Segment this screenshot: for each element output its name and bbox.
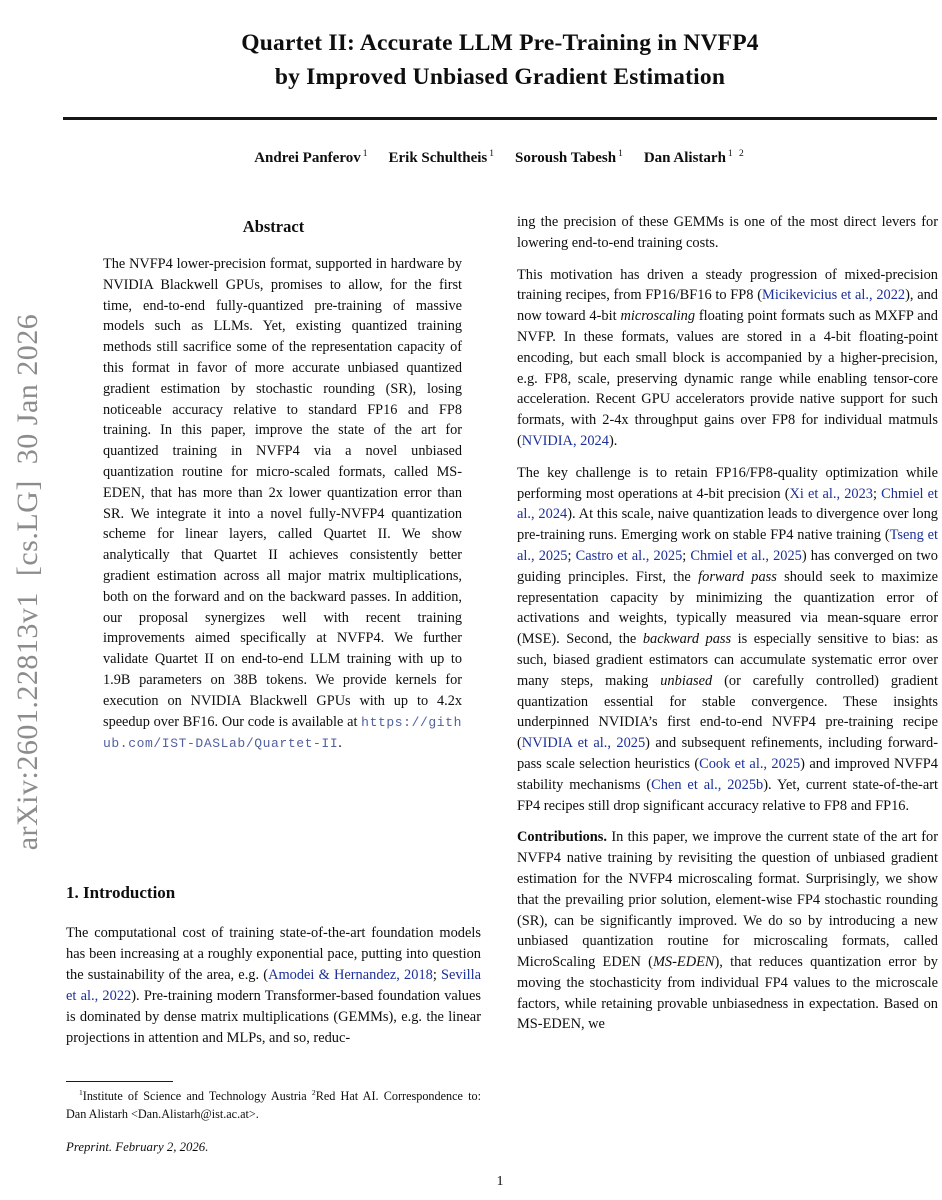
citation-link[interactable]: Micikevicius et al., 2022	[762, 287, 906, 304]
citation-link[interactable]: Castro et al., 2025	[575, 547, 683, 564]
abstract-heading: Abstract	[242, 217, 305, 236]
author-affiliation-sup: 1	[362, 149, 370, 159]
text-segment: floating point formats such as MXFP and NVFP. In these formats, values are stored in a 4-bit floating-point encoding, but each small block is accompanied by a higher-precision, e.g. FP8, scale, preserving dynamic range while enabling tensor-core acceleration. Recent GPU accelerators provide native support for such formats, with 2-4x throughput gains over FP8 for individual matmuls (	[517, 308, 938, 449]
text-segment: The computational cost of training state-of-the-art foundation models has been increasing at a roughly exponential pace, putting into question the sustainability of the area, e.g. (	[66, 925, 481, 983]
text-segment: ing the precision of these GEMMs is one of the most direct levers for lowering end-to-end training costs.	[517, 214, 938, 251]
text-segment: Contributions.	[517, 829, 607, 846]
citation-link[interactable]: Tseng et al., 2025	[517, 527, 938, 564]
author	[388, 149, 496, 167]
author	[254, 149, 369, 167]
text-segment: This motivation has driven a steady progression of mixed-precision training recipes, from FP16/BF16 to FP8 (	[517, 266, 938, 304]
author-affiliation-sup: 1	[489, 149, 497, 159]
arxiv-watermark: arXiv:2601.22813v1 [cs.LG] 30 Jan 2026	[11, 313, 44, 851]
text-segment: 2	[311, 1087, 316, 1097]
text-segment: forward pass	[698, 568, 777, 585]
header-rule	[63, 117, 937, 120]
author-affiliation-sup: 1 2	[727, 149, 746, 159]
author-list	[63, 149, 937, 167]
preprint-note: Preprint. February 2, 2026.	[66, 1140, 209, 1154]
citation-link[interactable]: Chmiel et al., 2025	[690, 547, 802, 564]
text-segment: MS-EDEN	[652, 954, 715, 971]
code-url-link[interactable]: https://github.com/IST-DASLab/Quartet-II	[103, 714, 462, 752]
text-segment: is especially sensitive to bias: as such, biased gradient estimators can accumulate systematic error over many steps, making	[517, 631, 938, 689]
text-segment: 1	[79, 1087, 83, 1097]
citation-link[interactable]: NVIDIA, 2024	[521, 432, 609, 449]
paragraph	[517, 265, 938, 452]
text-segment: ;	[872, 485, 882, 502]
author-name: Soroush Tabesh	[515, 150, 617, 166]
text-segment: (or carefully controlled) gradient quantization essential for stable convergence. These insights underpinned NVIDIA’s first end-to-end NVFP4 pre-training recipe (	[517, 672, 939, 752]
text-segment: ) and subsequent refinements, including forward-pass scale selection heuristics (	[517, 735, 939, 772]
author-name: Erik Schultheis	[388, 150, 488, 166]
paragraph	[517, 212, 938, 254]
author-affiliation-sup: 1	[618, 149, 625, 159]
citation-link[interactable]: Sevilla et al., 2022	[66, 967, 481, 1004]
text-segment: ). Pre-training modern Transformer-based foundation values is dominated by dense matrix multiplications (GEMMs), e.g. the linear projections in attention and MLPs, and so, reduc-	[66, 988, 481, 1046]
author-name: Dan Alistarh	[643, 150, 726, 166]
citation-link[interactable]: NVIDIA et al., 2025	[521, 735, 646, 752]
text-segment: Institute of Science and Technology Austria	[82, 1089, 312, 1103]
introduction-text	[66, 923, 481, 1049]
right-column	[517, 212, 938, 1046]
author	[515, 149, 625, 167]
citation-link[interactable]: Chen et al., 2025b	[651, 776, 764, 793]
text-segment: ), and now toward 4-bit	[517, 287, 939, 325]
footnote-rule	[66, 1081, 173, 1082]
paper-title-line2: by Improved Unbiased Gradient Estimation	[274, 64, 726, 90]
text-segment: ) and improved NVFP4 stability mechanisms (	[517, 755, 938, 793]
text-segment: should seek to maximize representation capacity by minimizing the quantization error of activations and weights, typically measured via mean-square error (MSE). Second, the	[517, 568, 938, 648]
text-segment: microscaling	[620, 308, 696, 325]
text-segment: ) has converged on two guiding principles. First, the	[517, 547, 938, 585]
text-segment: ). Yet, current state-of-the-art FP4 recipes still drop significant accuracy relative to FP8 and FP16.	[517, 776, 938, 814]
author-name: Andrei Panferov	[254, 150, 361, 166]
citation-link[interactable]: Xi et al., 2023	[789, 485, 873, 502]
text-segment: The NVFP4 lower-precision format, supported in hardware by NVIDIA Blackwell GPUs, promises to allow, for the first time, end-to-end fully-quantized pre-training of massive models such as LLMs. Yet, existing quantized training methods still sacrifice some of the representation capacity of this format in favor of more accurate unbiased quantized gradient estimation by stochastic rounding (SR), losing noticeable accuracy relative to standard FP16 and FP8 training. In this paper, improve the state of the art for quantized training in NVFP4 via a novel unbiased quantization routine for micro-scaled formats, called MS-EDEN, that has more than 2x lower quantization error than SR. We integrate it into a novel fully-NVFP4 quantization scheme for linear layers, called Quartet II. We show analytically that Quartet II achieves consistently better gradient estimation across all major matrix multiplications, both on the forward and on the backward passes. In addition, our proposal synergizes well with recent training improvements aimed specifically at NVFP4. We further validate Quartet II on end-to-end LLM training with up to 1.9B parameters on 38B tokens. We provide kernels for execution on NVIDIA Blackwell GPUs with up to 4.2x speedup over BF16. Our code is available at	[103, 256, 462, 730]
text-segment: In this paper, we improve the current state of the art for NVFP4 native training by revisiting the question of unbiased gradient estimation for the NVFP4 microscaling format. Surprisingly, we show that the prevailing prior solution, element-wise FP4 stochastic rounding (SR), can be significantly improved. We do so by introducing a new unbiased quantization routine for microscaling formats, called MicroScaling EDEN (	[517, 829, 938, 971]
citation-link[interactable]: Chmiel et al., 2024	[517, 485, 938, 523]
text-segment: backward pass	[642, 631, 732, 648]
paper-title-line1: Quartet II: Accurate LLM Pre-Training in NVFP4	[241, 30, 759, 56]
citation-link[interactable]: Cook et al., 2025	[699, 755, 801, 772]
page-number: 1	[496, 1174, 504, 1189]
text-segment: ;	[567, 547, 576, 564]
text-segment: Red Hat AI. Correspondence to: Dan Alistarh <Dan.Alistarh@ist.ac.at>.	[66, 1089, 481, 1121]
section-heading-introduction: 1. Introduction	[66, 883, 176, 902]
abstract-text	[103, 254, 462, 755]
author	[644, 149, 746, 167]
text-segment: unbiased	[660, 672, 713, 689]
text-segment: ). At this scale, naive quantization leads to divergence over long pre-training runs. Emerging work on stable FP4 native training (	[517, 506, 938, 544]
text-segment: ;	[682, 547, 691, 564]
paragraph	[517, 463, 938, 817]
text-segment: .	[338, 735, 342, 752]
paragraph	[517, 827, 938, 1035]
text-segment: ;	[432, 967, 442, 983]
paper-title	[63, 26, 937, 94]
affiliation-footnote	[66, 1088, 481, 1123]
citation-link[interactable]: Amodei & Hernandez, 2018	[268, 967, 433, 983]
text-segment: ), that reduces quantization error by moving the stochasticity from individual FP4 values to the microscale factors, while retaining provable unbiasedness in expectation. Based on MS-EDEN, we	[517, 954, 938, 1033]
text-segment: The key challenge is to retain FP16/FP8-quality optimization while performing most operations at 4-bit precision (	[517, 464, 938, 502]
text-segment: ).	[608, 432, 618, 449]
